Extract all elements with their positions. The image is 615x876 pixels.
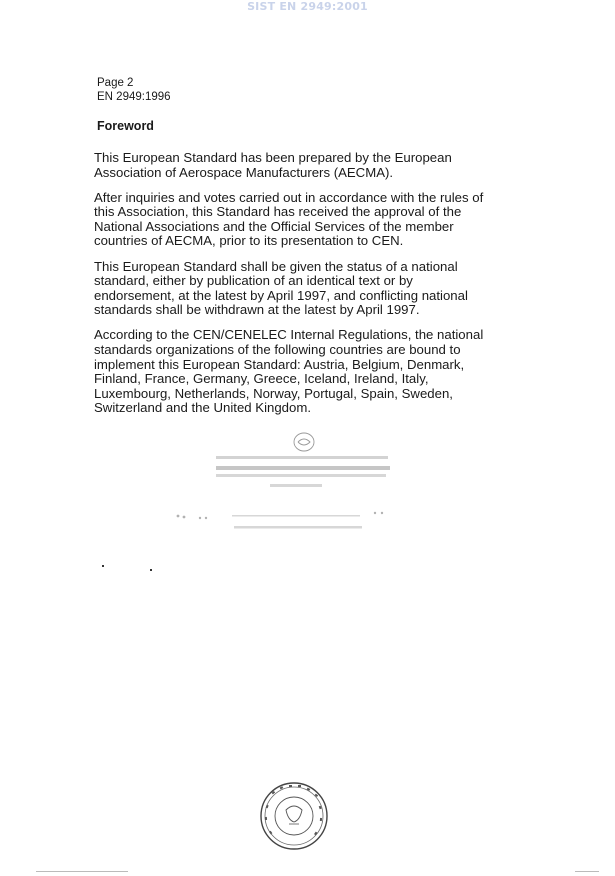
scan-edge-line — [36, 871, 128, 872]
watermark: SIST EN 2949:2001 — [247, 0, 368, 13]
standard-number: EN 2949:1996 — [97, 91, 171, 103]
page-number: Page 2 — [97, 77, 134, 89]
paragraph-approval: After inquiries and votes carried out in accordance with the rules of this Association, this Standard has received the approval of the National Associations and the Official Services of the member countries of AECMA, prior to its presentation to CEN. — [94, 189, 484, 249]
page-header — [97, 76, 171, 104]
foreword-heading: Foreword — [97, 119, 154, 133]
paragraph-preparation: This European Standard has been prepared by the European Association of Aerospace Manufacturers (AECMA). — [94, 150, 452, 180]
foreword-body — [94, 151, 534, 427]
scan-speck — [102, 565, 104, 567]
paragraph-status: This European Standard shall be given the status of a national standard, either by publication of an identical text or by endorsement, at the latest by April 1997, and conflicting national standards shall be withdrawn at the latest by April 1997. — [94, 258, 468, 318]
scan-speck — [150, 569, 152, 571]
scan-edge-line — [575, 871, 599, 872]
institute-seal — [258, 780, 330, 852]
approval-stamp — [170, 430, 400, 540]
paragraph-regulations: According to the CEN/CENELEC Internal Regulations, the national standards organizations of the following countries are bound to implement this European Standard: Austria, Belgium, Denmark, Finland, France, Germany, Greece, Iceland, Ireland, Italy, Luxembourg, Netherlands, Norway, Portugal, Spain, Sweden, Switzerland and the United Kingdom. — [94, 327, 484, 416]
